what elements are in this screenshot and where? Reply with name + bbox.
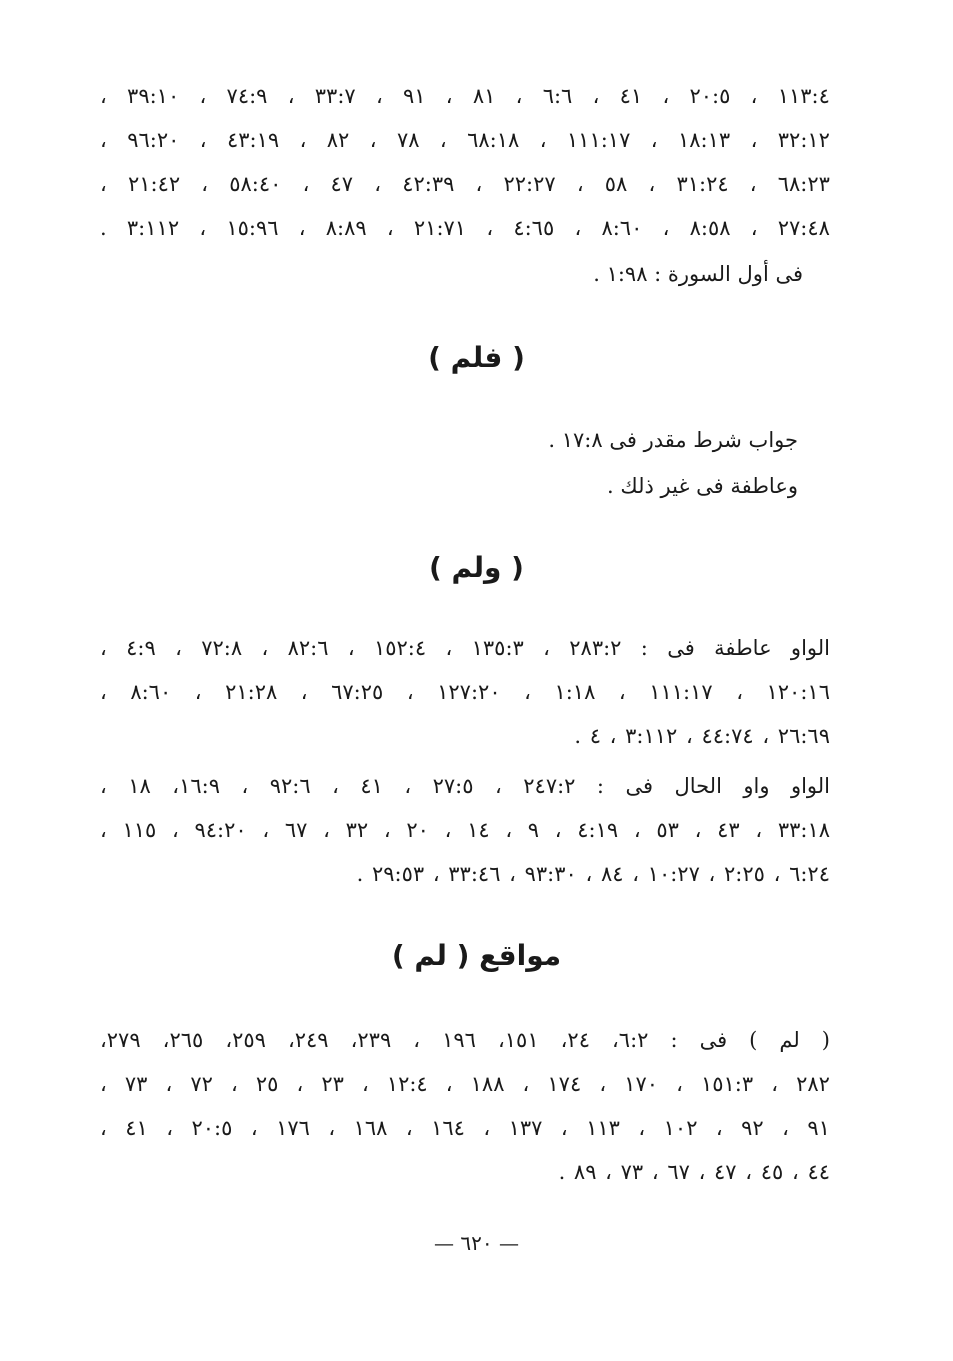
paragraph-line: ٣٣:١٨ ، ٤٣ ، ٥٣ ، ٤:١٩ ، ٩ ، ١٤ ، ٢٠ ، ٣٢ ، ٦٧ ، ٩٤:٢٠ ، ١١٥ ، <box>100 818 831 842</box>
paragraph-line: الواو واو الحال فى : ٢٤٧:٢ ، ٢٧:٥ ، ٤١ ، ٩٢:٦ ، ١٦:٩، ١٨ ، <box>100 774 831 798</box>
walam-hal-paragraph <box>100 764 830 896</box>
mawaqi-lam-paragraph <box>100 1018 830 1194</box>
paragraph-line: ٢٨٢ ، ١٥١:٣ ، ١٧٠ ، ١٧٤ ، ١٨٨ ، ١٢:٤ ، ٢٣ ، ٢٥ ، ٧٢ ، ٧٣ ، <box>100 1072 830 1096</box>
page-number: — ٦٢٠ — <box>434 1231 519 1255</box>
references-list-top <box>100 74 830 250</box>
paragraph-line: ٩١ ، ٩٢ ، ١٠٢ ، ١١٣ ، ١٣٧ ، ١٦٤ ، ١٦٨ ، ١٧٦ ، ٢٠:٥ ، ٤١ ، <box>100 1116 830 1140</box>
surah-start-note: فى أول السورة : ١:٩٨ . <box>593 262 803 286</box>
paragraph-line: ٢٦:٦٩ ، ٤٤:٧٤ ، ٣:١١٢ ، ٤ . <box>574 724 830 748</box>
section-heading-walam: ( ولم ) <box>429 551 524 584</box>
paragraph-line: ١٢٠:١٦ ، ١١١:١٧ ، ١:١٨ ، ١٢٧:٢٠ ، ٦٧:٢٥ ، ٢١:٢٨ ، ٨:٦٠ ، <box>100 680 830 704</box>
reference-line: ٢٧:٤٨ ، ٨:٥٨ ، ٨:٦٠ ، ٤:٦٥ ، ٢١:٧١ ، ٨:٨٩ ، ١٥:٩٦ ، ٣:١١٢ . <box>100 216 830 240</box>
falam-line-2: وعاطفة فى غير ذلك . <box>607 474 798 498</box>
section-heading-mawaqi-lam: مواقع ( لم ) <box>391 939 562 972</box>
paragraph-line: الواو عاطفة فى : ٢٨٣:٢ ، ١٣٥:٣ ، ١٥٢:٤ ، ٨٢:٦ ، ٧٢:٨ ، ٤:٩ ، <box>100 636 830 660</box>
paragraph-line: ٤٤ ، ٤٥ ، ٤٧ ، ٦٧ ، ٧٣ ، ٨٩ . <box>558 1160 830 1184</box>
walam-atifa-paragraph <box>100 626 830 758</box>
section-heading-falam: ( فلم ) <box>428 341 525 374</box>
paragraph-line: ٦:٢٤ ، ٢:٢٥ ، ١٠:٢٧ ، ٨٤ ، ٩٣:٣٠ ، ٣٣:٤٦ ، ٢٩:٥٣ . <box>356 862 830 886</box>
reference-line: ١١٣:٤ ، ٢٠:٥ ، ٤١ ، ٦:٦ ، ٨١ ، ٩١ ، ٣٣:٧ ، ٧٤:٩ ، ٣٩:١٠ ، <box>100 84 830 108</box>
falam-line-1: جواب شرط مقدر فى ١٧:٨ . <box>548 428 798 452</box>
reference-line: ٣٢:١٢ ، ١٨:١٣ ، ١١١:١٧ ، ٦٨:١٨ ، ٧٨ ، ٨٢ ، ٤٣:١٩ ، ٩٦:٢٠ ، <box>100 128 830 152</box>
paragraph-line: ( لم ) فى : ٦:٢، ٢٤، ١٥١، ١٩٦ ، ٢٣٩، ٢٤٩، ٢٥٩، ٢٦٥، ٢٧٩، <box>100 1028 830 1052</box>
reference-line: ٦٨:٢٣ ، ٣١:٢٤ ، ٥٨ ، ٢٢:٢٧ ، ٤٢:٣٩ ، ٤٧ ، ٥٨:٤٠ ، ٢١:٤٢ ، <box>100 172 830 196</box>
